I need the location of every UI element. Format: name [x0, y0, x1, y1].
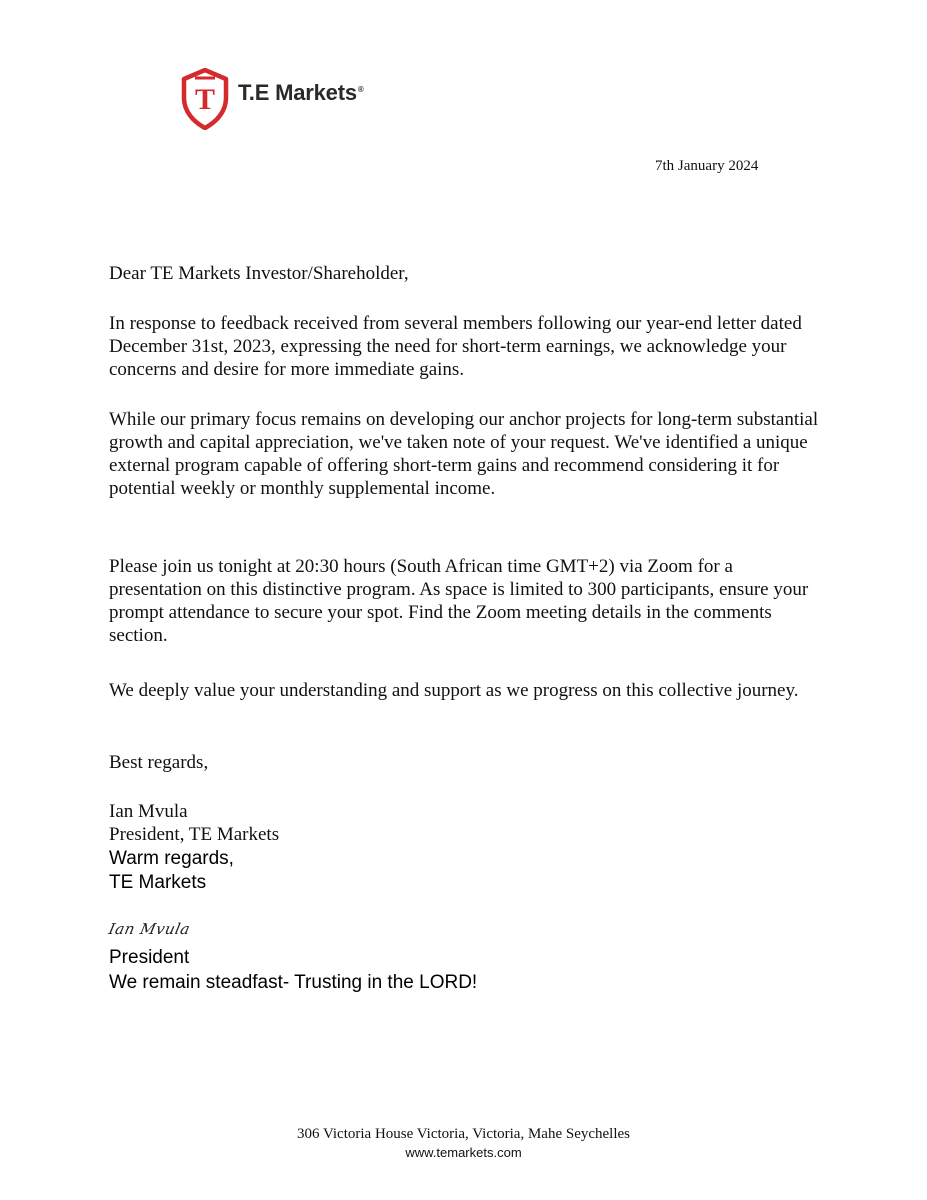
shield-logo-icon: [180, 68, 230, 130]
handwritten-signature: Ian Mvula: [107, 920, 192, 938]
letter-date: 7th January 2024: [655, 158, 759, 174]
company-name-text: T.E Markets: [238, 80, 357, 105]
company-name: [238, 80, 364, 106]
company-signoff: TE Markets: [109, 872, 207, 893]
motto: We remain steadfast- Trusting in the LORD!: [109, 972, 478, 993]
company-logo: [180, 68, 364, 130]
logo-letter: T: [194, 83, 216, 116]
signer-title: President, TE Markets: [109, 824, 280, 845]
paragraph-2: While our primary focus remains on developing our anchor projects for long-term substantial growth and capital appreciation, we've taken note of your request. We've identified a unique external program capable of offering short-term gains and recommend considering it for potential weekly or monthly supplemental income.: [109, 409, 819, 499]
registered-mark: ®: [357, 84, 364, 94]
closing: Best regards,: [109, 752, 209, 773]
paragraph-3: Please join us tonight at 20:30 hours (South African time GMT+2) via Zoom for a presentation on this distinctive program. As space is limited to 300 participants, ensure your prompt attendance to secure your spot. Find the Zoom meeting details in the comments section.: [109, 556, 809, 646]
paragraph-1: In response to feedback received from several members following our year-end letter dated December 31st, 2023, expressing the need for short-term earnings, we acknowledge your concerns and desire for more immediate gains.: [109, 313, 802, 380]
title-president: President: [109, 947, 190, 968]
paragraph-4: We deeply value your understanding and support as we progress on this collective journey.: [109, 680, 799, 701]
signer-name: Ian Mvula: [109, 801, 188, 822]
closing-2: Warm regards,: [109, 848, 234, 869]
salutation: Dear TE Markets Investor/Shareholder,: [109, 263, 409, 284]
footer-website[interactable]: www.temarkets.com: [405, 1145, 522, 1160]
footer-address: 306 Victoria House Victoria, Victoria, Mahe Seychelles: [296, 1126, 631, 1142]
